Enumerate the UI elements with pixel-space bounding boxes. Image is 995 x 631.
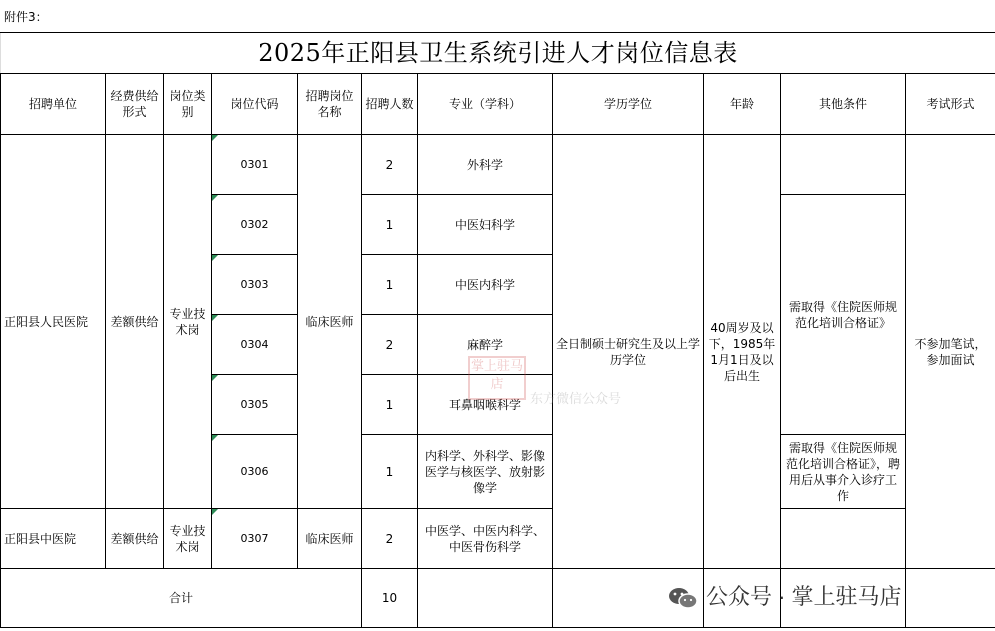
major-cell: 内科学、外科学、影像医学与核医学、放射影像学	[418, 435, 553, 509]
code-cell: 0306	[212, 435, 298, 509]
header-row	[1, 74, 995, 135]
attachment-bar	[0, 0, 995, 32]
major-cell: 中医内科学	[418, 255, 553, 315]
major-cell: 中医妇科学	[418, 195, 553, 255]
code-cell: 0305	[212, 375, 298, 435]
code-cell: 0301	[212, 135, 298, 195]
watermark-seal	[468, 356, 526, 400]
count-cell: 1	[362, 375, 418, 435]
wechat-icon	[668, 586, 698, 610]
code-cell: 0307	[212, 509, 298, 569]
header-exam: 考试形式	[906, 74, 995, 135]
post-name-cell: 临床医师	[298, 509, 362, 569]
code-cell: 0302	[212, 195, 298, 255]
major-cell: 耳鼻咽喉科学	[418, 375, 553, 435]
category-cell: 专业技术岗	[164, 509, 212, 569]
table-row	[1, 135, 995, 195]
table-row	[1, 509, 995, 569]
header-age: 年龄	[704, 74, 781, 135]
funding-cell: 差额供给	[106, 509, 164, 569]
education-cell: 全日制硕士研究生及以上学历学位	[553, 135, 704, 569]
major-cell: 中医学、中医内科学、中医骨伤科学	[418, 509, 553, 569]
corner-watermark	[668, 580, 902, 611]
header-other: 其他条件	[781, 74, 906, 135]
other-cell: 需取得《住院医师规范化培训合格证》，聘用后从事介入诊疗工作	[781, 435, 906, 509]
watermark-text: 东方微信公众号	[530, 392, 622, 407]
post-name-cell: 临床医师	[298, 135, 362, 509]
page-title: 2025年正阳县卫生系统引进人才岗位信息表	[1, 33, 995, 74]
count-cell: 1	[362, 435, 418, 509]
header-major: 专业（学科）	[418, 74, 553, 135]
count-cell: 2	[362, 315, 418, 375]
corner-watermark-text: 公众号 · 掌上驻马店	[706, 584, 902, 609]
unit-cell: 正阳县人民医院	[1, 135, 106, 509]
header-post-name: 招聘岗位名称	[298, 74, 362, 135]
header-count: 招聘人数	[362, 74, 418, 135]
total-label: 合计	[1, 569, 362, 628]
other-cell-empty	[781, 509, 906, 569]
count-cell: 2	[362, 509, 418, 569]
funding-cell: 差额供给	[106, 135, 164, 509]
exam-cell: 不参加笔试，参加面试	[906, 135, 995, 569]
other-cell-empty	[781, 135, 906, 195]
header-category: 岗位类别	[164, 74, 212, 135]
other-cell: 需取得《住院医师规范化培训合格证》	[781, 195, 906, 435]
unit-cell: 正阳县中医院	[1, 509, 106, 569]
header-unit: 招聘单位	[1, 74, 106, 135]
count-cell: 2	[362, 135, 418, 195]
major-cell: 外科学	[418, 135, 553, 195]
code-cell: 0304	[212, 315, 298, 375]
header-funding: 经费供给形式	[106, 74, 164, 135]
age-cell: 40周岁及以下，1985年1月1日及以后出生	[704, 135, 781, 569]
header-code: 岗位代码	[212, 74, 298, 135]
total-count: 10	[362, 569, 418, 628]
attachment-label: 附件3：	[4, 10, 48, 24]
code-cell: 0303	[212, 255, 298, 315]
major-cell: 麻醉学	[418, 315, 553, 375]
empty-cell	[418, 569, 553, 628]
empty-cell	[906, 569, 995, 628]
job-info-table	[0, 32, 995, 628]
watermark-seal-text: 掌上驻马店	[470, 359, 523, 392]
count-cell: 1	[362, 195, 418, 255]
category-cell: 专业技术岗	[164, 135, 212, 509]
header-education: 学历学位	[553, 74, 704, 135]
count-cell: 1	[362, 255, 418, 315]
